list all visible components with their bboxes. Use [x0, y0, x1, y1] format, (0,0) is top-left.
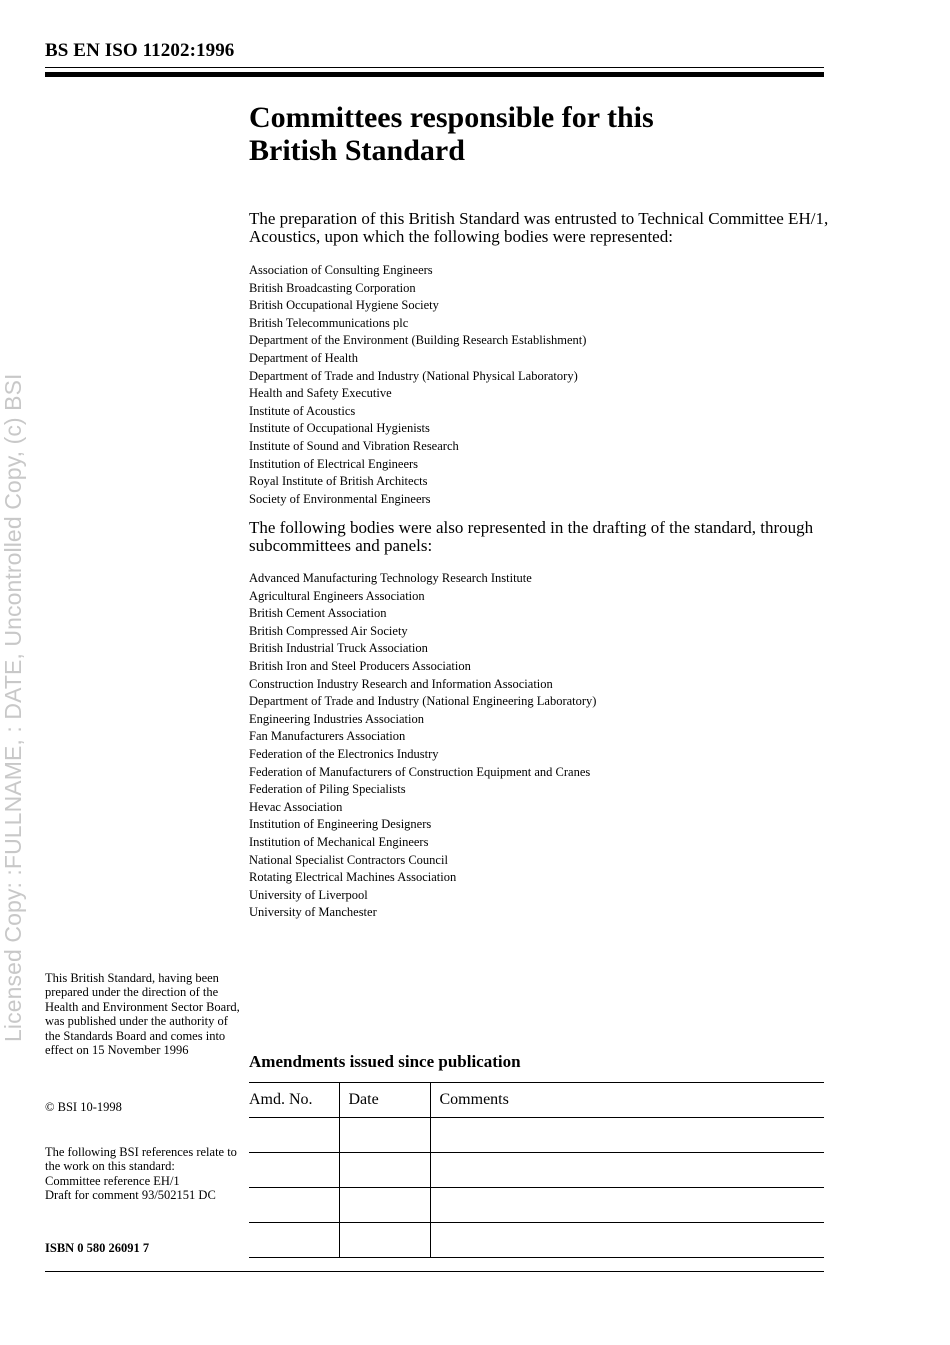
copyright-note: © BSI 10-1998	[45, 1100, 122, 1114]
list-item: Society of Environmental Engineers	[249, 491, 431, 506]
bsi-references	[45, 1145, 245, 1203]
list-item: Agricultural Engineers Association	[249, 588, 425, 603]
page-title	[249, 101, 654, 167]
page-title-line2: British Standard	[249, 134, 465, 167]
list-item: British Compressed Air Society	[249, 623, 408, 638]
list-item: Association of Consulting Engineers	[249, 263, 433, 277]
isbn: ISBN 0 580 26091 7	[45, 1241, 150, 1255]
list-item: British Iron and Steel Producers Association	[249, 658, 471, 673]
references-intro: The following BSI references relate to the work on this standard:	[45, 1145, 237, 1174]
list-item: British Occupational Hygiene Society	[249, 298, 439, 313]
column-header-date: Date	[339, 1083, 430, 1118]
list-item: Department of Trade and Industry (National Physical Laboratory)	[249, 368, 578, 383]
list-item: Advanced Manufacturing Technology Research Institute	[249, 571, 532, 585]
main-bodies-list	[249, 262, 586, 508]
license-watermark: Licensed Copy: :FULLNAME, : DATE, Uncontrolled Copy, (c) BSI	[0, 373, 26, 1042]
amendments-table	[249, 1082, 824, 1258]
list-item: British Broadcasting Corporation	[249, 280, 416, 295]
list-item: Health and Safety Executive	[249, 386, 392, 401]
list-item: Fan Manufacturers Association	[249, 729, 406, 744]
list-item: Department of Health	[249, 350, 358, 365]
amendments-title: Amendments issued since publication	[249, 1052, 521, 1071]
list-item: Institution of Mechanical Engineers	[249, 834, 429, 849]
list-item: British Industrial Truck Association	[249, 641, 428, 656]
list-item: National Specialist Contractors Council	[249, 852, 448, 867]
list-item: Institution of Electrical Engineers	[249, 456, 419, 471]
list-item: Federation of Piling Specialists	[249, 782, 406, 797]
list-item: Engineering Industries Association	[249, 711, 424, 726]
list-item: Rotating Electrical Machines Association	[249, 870, 457, 885]
subcommittee-paragraph: The following bodies were also represented in the drafting of the standard, through subcommittees and panels:	[249, 518, 814, 555]
list-item: Institute of Acoustics	[249, 403, 356, 418]
list-item: Institute of Occupational Hygienists	[249, 421, 430, 436]
list-item: Department of Trade and Industry (National Engineering Laboratory)	[249, 694, 597, 709]
list-item: Federation of the Electronics Industry	[249, 746, 439, 761]
list-item: British Telecommunications plc	[249, 315, 409, 330]
intro-paragraph: The preparation of this British Standard was entrusted to Technical Committee EH/1, Acoustics, upon which the following bodies were represented:	[249, 209, 829, 246]
table-row	[249, 1188, 824, 1223]
publication-note: This British Standard, having been prepared under the direction of the Health and Environment Sector Board, was published under the authority of the Standards Board and comes into effect on 15 November 1996	[45, 971, 240, 1058]
list-item: Institute of Sound and Vibration Research	[249, 438, 459, 453]
list-item: Royal Institute of British Architects	[249, 474, 428, 489]
list-item: Construction Industry Research and Information Association	[249, 676, 553, 691]
page-title-line1: Committees responsible for this	[249, 101, 654, 134]
sub-bodies-list	[249, 570, 596, 922]
table-row	[249, 1153, 824, 1188]
footer-rule	[45, 1271, 824, 1272]
table-header-row	[249, 1083, 824, 1118]
list-item: British Cement Association	[249, 606, 387, 621]
list-item: Federation of Manufacturers of Construction Equipment and Cranes	[249, 764, 591, 779]
column-header-comments: Comments	[430, 1083, 824, 1118]
header-rule-thin	[45, 67, 824, 68]
list-item: University of Liverpool	[249, 887, 368, 902]
committee-reference: Committee reference EH/1	[45, 1173, 180, 1188]
draft-reference: Draft for comment 93/502151 DC	[45, 1188, 216, 1203]
table-row	[249, 1223, 824, 1258]
list-item: Department of the Environment (Building Research Establishment)	[249, 333, 587, 348]
column-header-amd-no: Amd. No.	[249, 1083, 339, 1118]
list-item: Institution of Engineering Designers	[249, 817, 432, 832]
header-rule-thick	[45, 72, 824, 77]
list-item: University of Manchester	[249, 905, 377, 920]
table-row	[249, 1118, 824, 1153]
list-item: Hevac Association	[249, 799, 343, 814]
document-header: BS EN ISO 11202:1996	[45, 40, 235, 61]
